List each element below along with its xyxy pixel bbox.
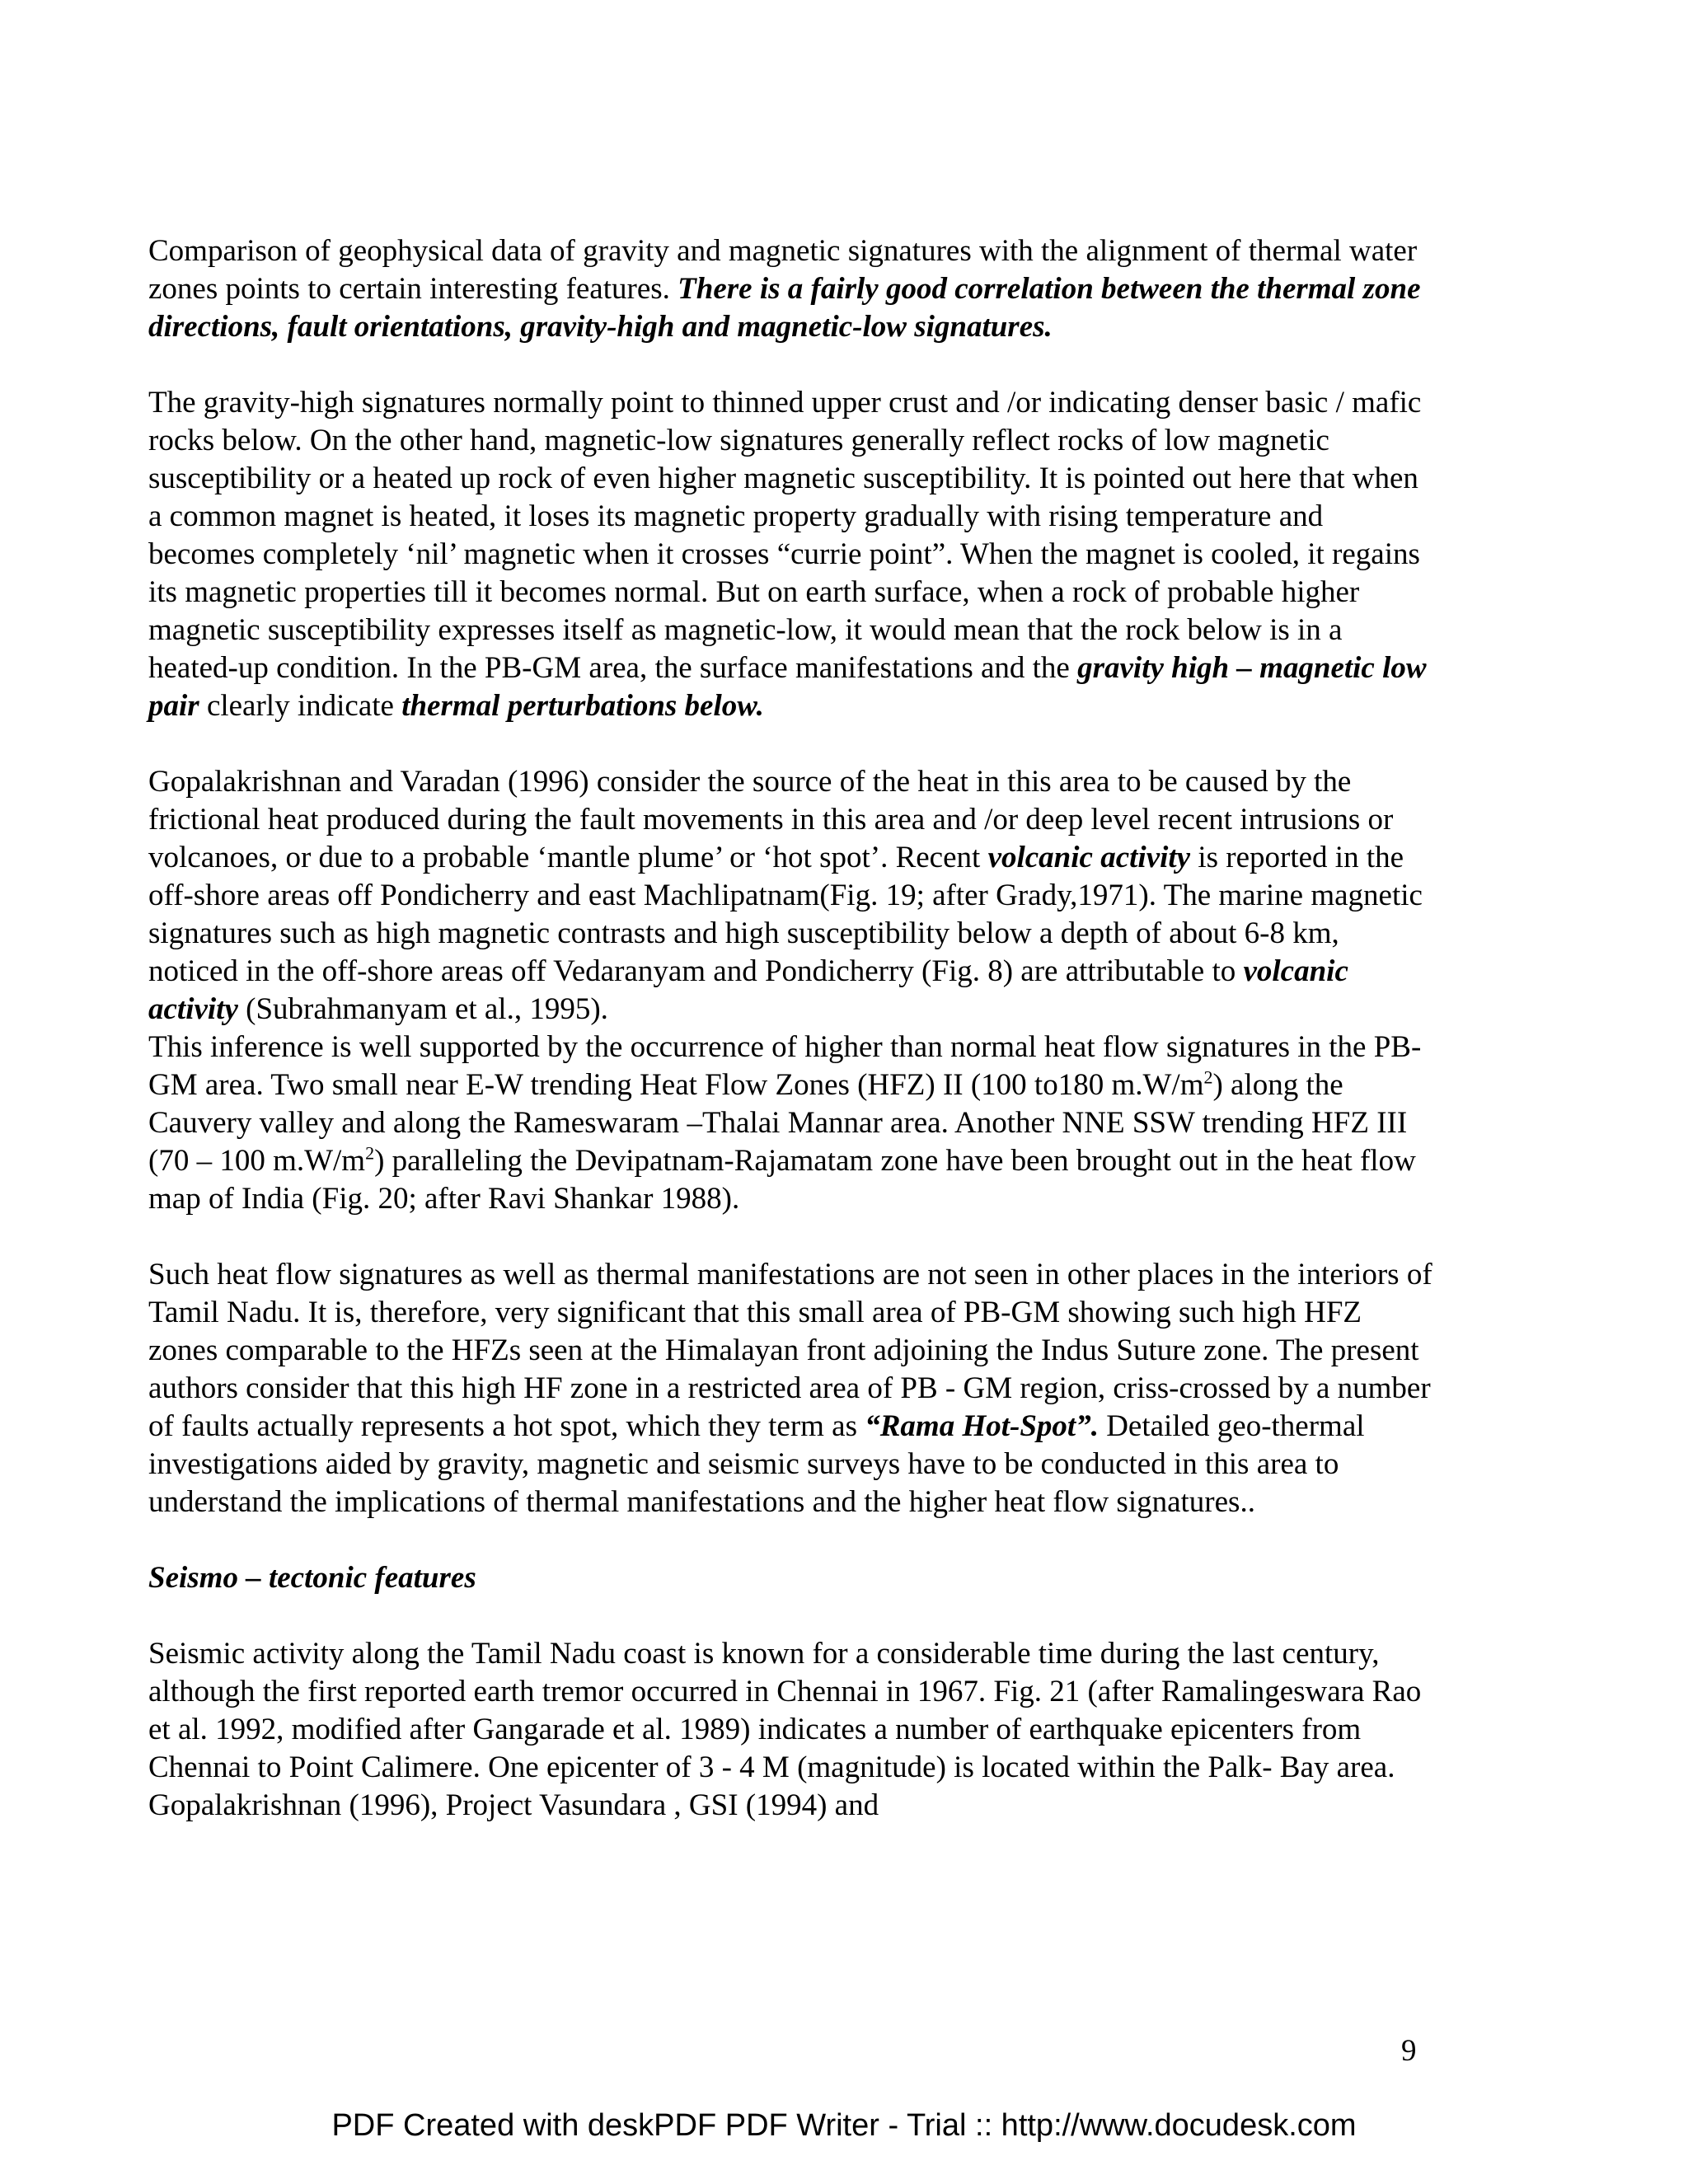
- paragraph-text: Detailed geo-thermal investigations aided by gravity, magnetic and seismic surveys have to be conducted in this area to understand the implications of thermal manifestations and the higher heat flow signatures..: [148, 1409, 1365, 1519]
- paragraph-seismic: [148, 1635, 1434, 1825]
- paragraph-text: (Subrahmanyam et al., 1995).: [237, 992, 608, 1026]
- emphasis-text: volcanic activity: [148, 954, 1348, 1026]
- emphasis-text: thermal perturbations below.: [401, 689, 764, 723]
- paragraph-heat-source: [148, 763, 1434, 1029]
- emphasis-text: volcanic activity: [987, 841, 1191, 874]
- paragraph-correlation: [148, 232, 1434, 346]
- paragraph-text: is reported in the off-shore areas off Pondicherry and east Machlipatnam(Fig. 19; after Grady,1971). The marine magnetic signatures such as high magnetic contrasts and high susceptibility below a depth of about 6-8 km, noticed in the off-shore areas off Vedaranyam and Pondicherry (Fig. 8) are attributable to: [148, 841, 1423, 988]
- paragraph-text: This inference is well supported by the occurrence of higher than normal heat flow signatures in the PB-GM area. Two small near E-W trending Heat Flow Zones (HFZ) II (100 to180 m.W/m: [148, 1030, 1422, 1102]
- paragraph-text: ) paralleling the Devipatnam-Rajamatam zone have been brought out in the heat flow map of India (Fig. 20; after Ravi Shankar 1988).: [148, 1144, 1416, 1216]
- emphasis-text: “Rama Hot-Spot”.: [865, 1409, 1099, 1443]
- paragraph-text: clearly indicate: [199, 689, 402, 723]
- superscript: 2: [365, 1142, 375, 1164]
- emphasis-text: gravity high – magnetic low pair: [148, 651, 1427, 723]
- paragraph-heat-flow: [148, 1029, 1434, 1218]
- paragraph-text: Seismic activity along the Tamil Nadu coast is known for a considerable time during the last century, although the first reported earth tremor occurred in Chennai in 1967. Fig. 21 (after Ramalingeswara Rao et al. 1992, modified after Gangarade et al. 1989) indicates a number of earthquake epicenters from Chennai to Point Calimere. One epicenter of 3 - 4 M (magnitude) is located within the Palk- Bay area. Gopalakrishnan (1996), Project Vasundara , GSI (1994) and: [148, 1637, 1422, 1822]
- superscript: 2: [1203, 1066, 1213, 1088]
- emphasis-text: There is a fairly good correlation between the thermal zone directions, fault orientations, gravity-high and magnetic-low signatures.: [148, 272, 1421, 344]
- paragraph-text: Gopalakrishnan and Varadan (1996) consider the source of the heat in this area to be caused by the frictional heat produced during the fault movements in this area and /or deep level recent intrusions or volcanoes, or due to a probable ‘mantle plume’ or ‘hot spot’. Recent: [148, 765, 1394, 874]
- paragraph-text: The gravity-high signatures normally point to thinned upper crust and /or indicating denser basic / mafic rocks below. On the other hand, magnetic-low signatures generally reflect rocks of low magnetic susceptibility or a heated up rock of even higher magnetic susceptibility. It is pointed out here that when a common magnet is heated, it loses its magnetic property gradually with rising temperature and becomes completely ‘nil’ magnetic when it crosses “currie point”. When the magnet is cooled, it regains its magnetic properties till it becomes normal. But on earth surface, when a rock of probable higher magnetic susceptibility expresses itself as magnetic-low, it would mean that the rock below is in a heated-up condition. In the PB-GM area, the surface manifestations and the: [148, 386, 1422, 685]
- page-body: [148, 232, 1434, 1825]
- paragraph-gravity-magnetic: [148, 384, 1434, 725]
- pdf-watermark-footer: PDF Created with deskPDF PDF Writer - Trial :: http://www.docudesk.com: [331, 2108, 1357, 2143]
- section-heading: Seismo – tectonic features: [148, 1561, 476, 1595]
- page-number: 9: [1401, 2034, 1417, 2068]
- paragraph-hot-spot: [148, 1256, 1434, 1521]
- paragraph-text: Comparison of geophysical data of gravity and magnetic signatures with the alignment of thermal water zones points to certain interesting features.: [148, 234, 1418, 306]
- paragraph-text: ) along the Cauvery valley and along the Rameswaram –Thalai Mannar area. Another NNE SSW trending HFZ III (70 – 100 m.W/m: [148, 1068, 1408, 1178]
- paragraph-text: Such heat flow signatures as well as thermal manifestations are not seen in other places in the interiors of Tamil Nadu. It is, therefore, very significant that this small area of PB-GM showing such high HFZ zones comparable to the HFZs seen at the Himalayan front adjoining the Indus Suture zone. The present authors consider that this high HF zone in a restricted area of PB - GM region, criss-crossed by a number of faults actually represents a hot spot, which they term as: [148, 1258, 1432, 1443]
